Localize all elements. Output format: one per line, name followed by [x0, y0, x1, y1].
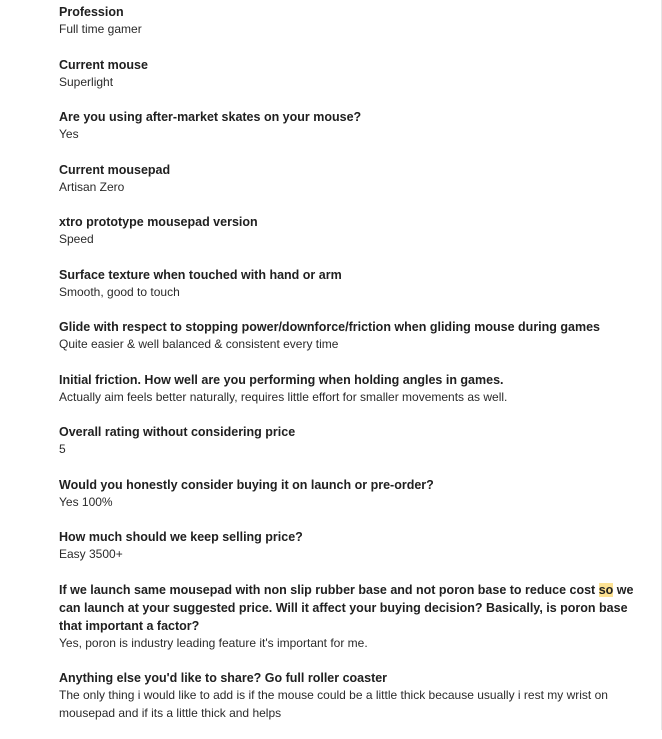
response-current-mousepad [59, 161, 639, 197]
search-highlight: so [598, 582, 614, 597]
response-skates [59, 108, 639, 144]
question-label: How much should we keep selling price? [59, 530, 303, 544]
response-initial-friction [59, 371, 639, 407]
question-label: Profession [59, 5, 124, 19]
response-prototype-version [59, 213, 639, 249]
question-label: Overall rating without considering price [59, 425, 296, 439]
question-label: Current mousepad [59, 162, 171, 177]
response-surface-texture [59, 266, 639, 302]
answer-text: Yes [59, 127, 79, 141]
question-label: Initial friction. How well are you performing when holding angles in games. [59, 372, 504, 387]
answer-text: Full time gamer [59, 22, 142, 36]
response-profession [59, 3, 639, 39]
question-label: Surface texture when touched with hand or arm [59, 267, 342, 282]
response-anything-else [59, 669, 639, 722]
response-current-mouse [59, 56, 639, 92]
question-text-end: we can launch at your suggested price. Will it affect your buying decision? Basically, is poron base that important a factor? [59, 582, 634, 633]
response-poron-base [59, 581, 639, 653]
answer-text: Easy 3500+ [59, 547, 123, 561]
answer-text: Superlight [59, 74, 114, 89]
question-label: Are you using after-market skates on your mouse? [59, 110, 362, 124]
response-glide [59, 318, 639, 354]
answer-text: The only thing i would like to add is if the mouse could be a little thick because usually i rest my wrist on mousepad and if its a little thick and helps [59, 688, 608, 720]
question-text-start: If we launch same mousepad with non slip rubber base and not poron base to reduce cost [59, 582, 599, 597]
response-buy-on-launch [59, 476, 639, 512]
response-selling-price [59, 528, 639, 564]
question-label: Current mouse [59, 57, 148, 72]
answer-text: Quite easier & well balanced & consistent every time [59, 337, 339, 351]
question-label [59, 581, 639, 635]
answer-text: Speed [59, 232, 94, 246]
answer-text: Actually aim feels better naturally, requires little effort for smaller movements as well. [59, 389, 508, 404]
response-overall-rating [59, 423, 639, 459]
question-label: xtro prototype mousepad version [59, 215, 258, 229]
question-label: Anything else you'd like to share? Go full roller coaster [59, 671, 388, 685]
answer-text: Yes, poron is industry leading feature it's important for me. [59, 635, 368, 650]
answer-text: Yes 100% [59, 494, 113, 509]
question-label: Glide with respect to stopping power/downforce/friction when gliding mouse during games [59, 320, 601, 334]
answer-text: Smooth, good to touch [59, 284, 180, 299]
question-label: Would you honestly consider buying it on launch or pre-order? [59, 477, 434, 492]
survey-responses [59, 3, 639, 739]
answer-text: Artisan Zero [59, 179, 125, 194]
answer-text: 5 [59, 442, 66, 456]
